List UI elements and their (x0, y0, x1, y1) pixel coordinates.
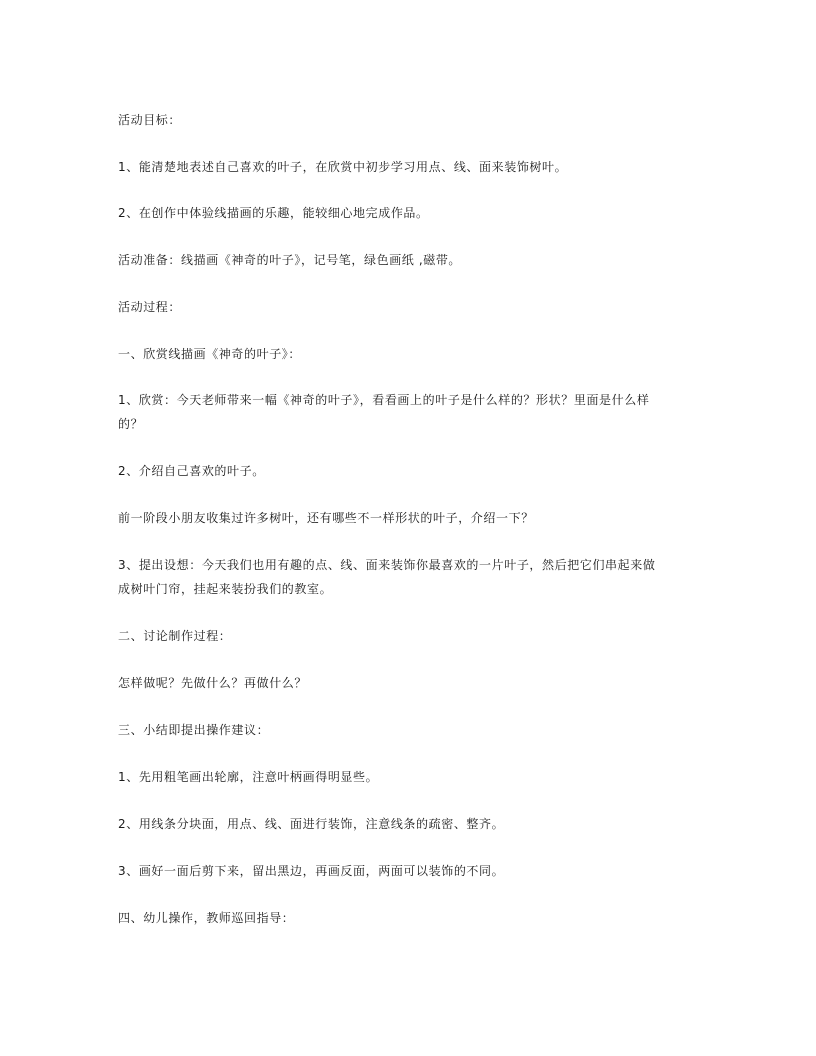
suggestion-item-2: 2、用线条分块面，用点、线、面进行装饰，注意线条的疏密、整齐。 (118, 817, 505, 831)
step-heading-1: 一、欣赏线描画《神奇的叶子》： (118, 347, 302, 361)
paragraph-questions: 怎样做呢？先做什么？再做什么？ (118, 676, 308, 690)
step-heading-3: 三、小结即提出操作建议： (118, 723, 270, 737)
step-heading-4: 四、幼儿操作，教师巡回指导： (118, 911, 295, 925)
paragraph-introduce: 2、介绍自己喜欢的叶子。 (118, 464, 265, 478)
paragraph-appreciate-line-2: 的？ (118, 417, 144, 431)
paragraph-appreciate-line-1: 1、欣赏：今天老师带来一幅《神奇的叶子》，看看画上的叶子是什么样的？形状？里面是什么样 (118, 393, 650, 407)
paragraph-collect: 前一阶段小朋友收集过许多树叶，还有哪些不一样形状的叶子，介绍一下？ (118, 511, 534, 525)
suggestion-item-3: 3、画好一面后剪下来，留出黑边，再画反面，两面可以装饰的不同。 (118, 864, 505, 878)
section-heading-process: 活动过程： (118, 300, 182, 314)
goal-item-1: 1、能清楚地表述自己喜欢的叶子，在欣赏中初步学习用点、线、面来装饰树叶。 (118, 160, 568, 174)
goal-item-2: 2、在创作中体验线描画的乐趣，能较细心地完成作品。 (118, 206, 429, 220)
step-heading-2: 二、讨论制作过程： (118, 629, 232, 643)
preparation-line: 活动准备：线描画《神奇的叶子》，记号笔，绿色画纸 ,磁带。 (118, 253, 462, 267)
suggestion-item-1: 1、先用粗笔画出轮廓，注意叶柄画得明显些。 (118, 770, 379, 784)
section-heading-goals: 活动目标： (118, 113, 182, 127)
paragraph-idea-line-2: 成树叶门帘，挂起来装扮我们的教室。 (118, 582, 333, 596)
paragraph-idea-line-1: 3、提出设想：今天我们也用有趣的点、线、面来装饰你最喜欢的一片叶子，然后把它们串起来做 (118, 558, 656, 572)
